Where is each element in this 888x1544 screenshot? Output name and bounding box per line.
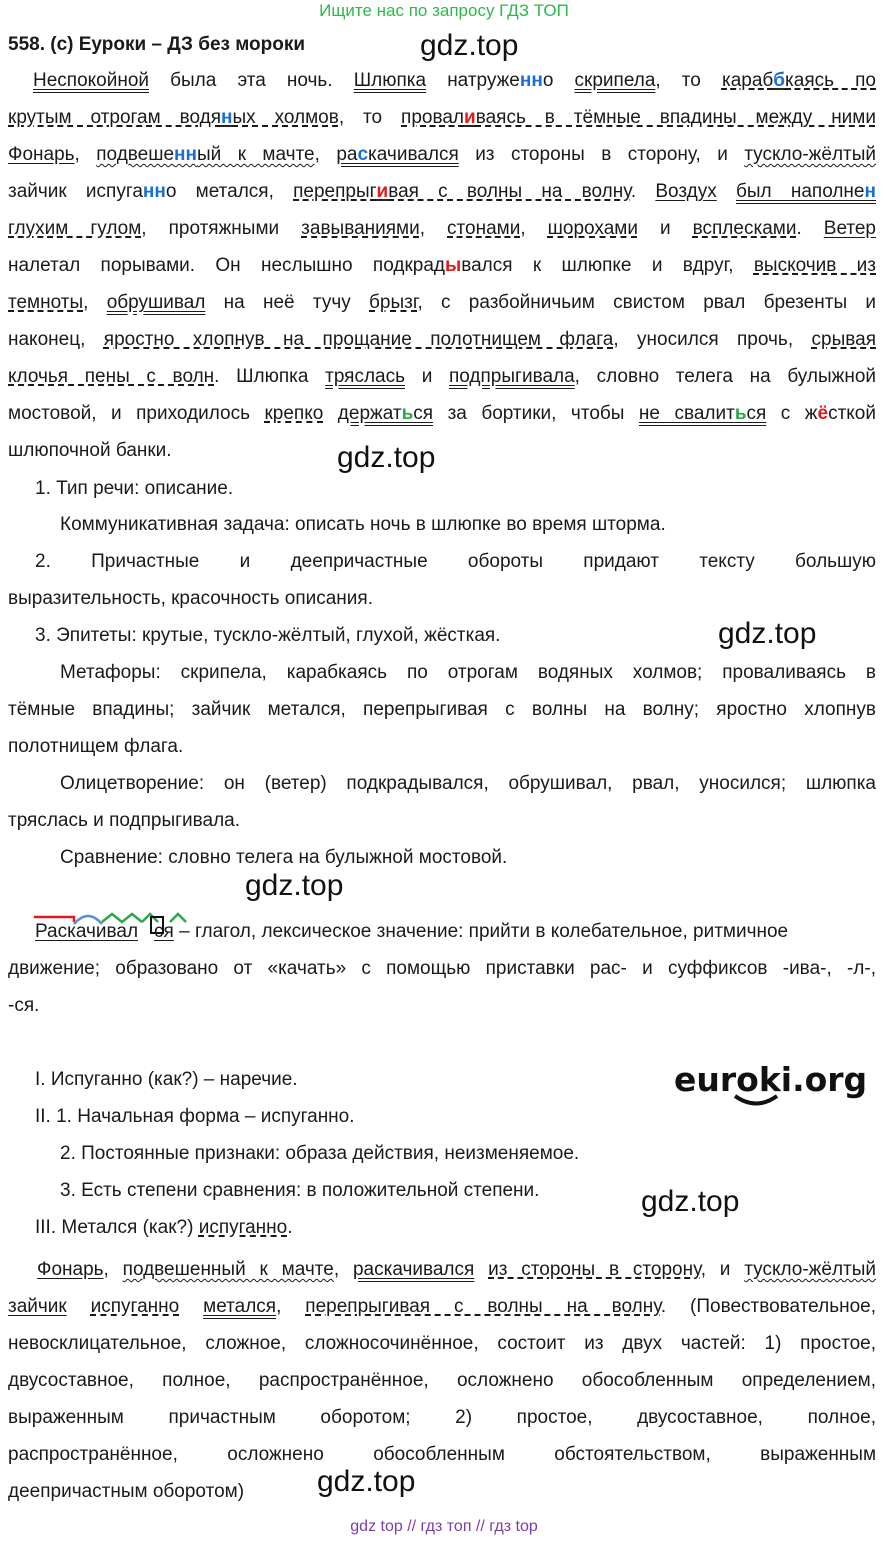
syntax-line: деепричастным оборотом) [8,1481,245,1502]
analysis-participles: 2. Причастные и деепричастные обороты придают тексту большую [35,551,877,572]
footer-links[interactable]: gdz top // гдз топ // гдз top [350,1518,538,1535]
adverb-line: 2. Постоянные признаки: образа действия, неизменяемое. [60,1143,580,1164]
adverb-line: 3. Есть степени сравнения: в положительной степени. [60,1180,540,1201]
text-line: Фонарь, подвешенный к мачте, раскачивался из стороны в сторону, и тускло-жёлтый [8,144,877,165]
syntax-line: зайчик испуганно метался, перепрыгивая с волны на волну. (Повествовательное, [8,1296,877,1317]
watermark: gdz.top [718,617,817,650]
analysis-metaphors-end: полотнищем флага. [8,736,184,757]
text-line: шлюпочной банки. [8,440,172,461]
text-line: Неспокойной была эта ночь. Шлюпка натруженно скрипела, то караббкаясь по [33,70,876,91]
analysis-task: Коммуникативная задача: описать ночь в шлюпке во время шторма. [60,514,666,535]
syntax-line: выраженным причастным оборотом; 2) простое, двусоставное, полное, [8,1407,876,1428]
watermark: gdz.top [420,29,519,62]
text-line: крутым отрогам водяных холмов, то проваливаясь в тёмные впадины между ними [8,107,876,128]
text-line: налетал порывами. Он неслышно подкрадывался к шлюпке и вдруг, выскочив из [8,255,877,276]
morph-line-3: -ся. [8,995,40,1016]
euroki-logo: euroki.org [674,1060,868,1099]
analysis-personification-cont: тряслась и подпрыгивала. [8,810,241,831]
syntax-line: Фонарь, подвешенный к мачте, раскачивался из стороны в сторону, и тускло-жёлтый [37,1259,877,1280]
watermark: gdz.top [641,1185,740,1218]
text-line: зайчик испуганно метался, перепрыгивая с волны на волну. Воздух был наполнен [8,181,876,202]
morph-line-2: движение; образовано от «качать» с помощью приставки рас- и суффиксов -ива-, -л-, [8,958,876,979]
text-line: наконец, яростно хлопнув на прощание полотнищем флага, уносился прочь, срывая [8,329,876,350]
syntax-line: двусоставное, полное, распространённое, осложнено обособленным определением, [8,1370,876,1391]
text-line: мостовой, и приходилось крепко держаться за бортики, чтобы не свалиться с жёсткой [8,403,876,424]
analysis-personification: Олицетворение: он (ветер) подкрадывался, обрушивал, рвал, уносился; шлюпка [60,773,876,794]
morph-line: Раскачивал ся – глагол, лексическое значение: прийти в колебательное, ритмичное [35,921,789,942]
analysis-participles-cont: выразительность, красочность описания. [8,588,373,609]
analysis-epithets: 3. Эпитеты: крутые, тускло-жёлтый, глухой, жёсткая. [35,625,501,646]
exercise-header: 558. (с) Еуроки – ДЗ без мороки [8,34,306,55]
morph-word: Раскачивал [35,921,139,942]
syntax-line: распространённое, осложнено обособленным обстоятельством, выраженным [8,1444,877,1465]
analysis-comparison: Сравнение: словно телега на булыжной мостовой. [60,847,508,868]
text-line: темноты, обрушивал на неё тучу брызг, с разбойничьим свистом рвал брезенты и [8,292,876,313]
text-line: клочья пены с волн. Шлюпка тряслась и подпрыгивала, словно телега на булыжной [8,366,877,387]
euroki-smile [732,1093,780,1107]
adverb-line: I. Испуганно (как?) – наречие. [35,1069,298,1090]
analysis-metaphors-cont: тёмные впадины; зайчик метался, перепрыгивая с волны на волну; яростно хлопнув [8,699,876,720]
watermark: gdz.top [337,441,436,474]
analysis-speech-type: 1. Тип речи: описание. [35,478,234,499]
text-line: глухим гулом, протяжными завываниями, стонами, шорохами и всплесками. Ветер [8,218,876,239]
watermark: gdz.top [245,869,344,902]
top-banner: Ищите нас по запросу ГДЗ ТОП [319,1,569,20]
watermark: gdz.top [317,1465,416,1498]
adverb-line: III. Метался (как?) испуганно. [35,1217,293,1238]
analysis-metaphors: Метафоры: скрипела, карабкаясь по отрогам водяных холмов; проваливаясь в [60,662,876,683]
syntax-line: невосклицательное, сложное, сложносочинённое, состоит из двух частей: 1) простое, [8,1333,876,1354]
adverb-line: II. 1. Начальная форма – испуганно. [35,1106,355,1127]
